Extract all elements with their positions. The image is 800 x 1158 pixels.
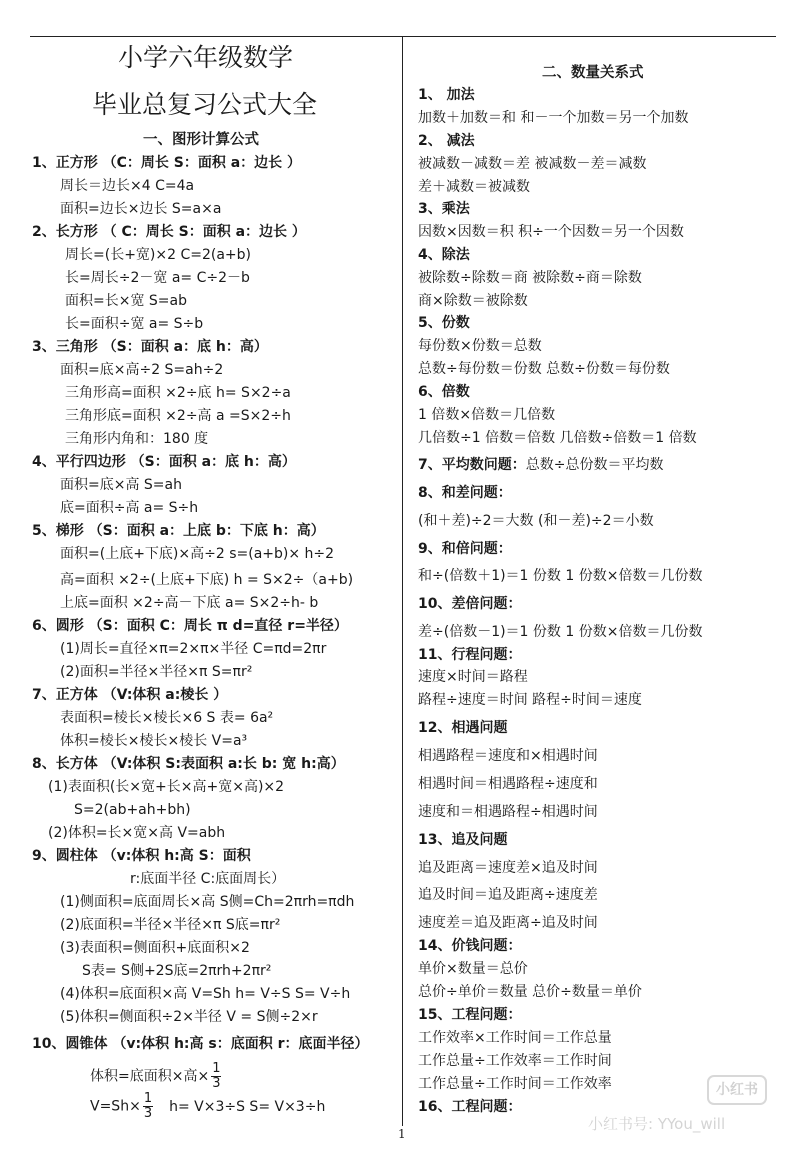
right-line: 加数＋加数＝和 和－一个加数＝另一个加数 bbox=[418, 110, 689, 126]
left-line: V=Sh× bbox=[90, 1098, 141, 1115]
right-line: 11、行程问题： bbox=[418, 647, 522, 663]
right-line: 速度和＝相遇路程÷相遇时间 bbox=[418, 804, 598, 820]
right-line: 工作效率×工作时间＝工作总量 bbox=[418, 1030, 612, 1046]
right-line: 工作总量÷工作效率＝工作时间 bbox=[418, 1053, 612, 1069]
right-section-heading: 二、数量关系式 bbox=[542, 65, 644, 81]
page-number: 1 bbox=[398, 1127, 406, 1141]
left-line: 长=面积÷宽 a= S÷b bbox=[65, 316, 204, 332]
left-line: 三角形内角和：180 度 bbox=[65, 431, 209, 447]
right-line: 2、 减法 bbox=[418, 133, 475, 149]
doc-title-line2: 毕业总复习公式大全 bbox=[92, 90, 318, 119]
left-line: 底=面积÷高 a= S÷h bbox=[60, 500, 199, 516]
left-line: 面积=底×高÷2 S=ah÷2 bbox=[60, 362, 224, 378]
left-line: 三角形底=面积 ×2÷高 a =S×2÷h bbox=[65, 408, 291, 424]
fraction-numerator: 1 bbox=[143, 1091, 153, 1106]
right-line: 被减数－减数＝差 被减数－差＝减数 bbox=[418, 156, 647, 172]
left-line: S表= S侧+2S底=2πrh+2πr² bbox=[82, 963, 272, 979]
right-line: 9、和倍问题： bbox=[418, 541, 512, 557]
right-line: 每份数×份数＝总数 bbox=[418, 338, 542, 354]
left-line: 8、长方体 （V:体积 S:表面积 a:长 b: 宽 h:高） bbox=[32, 756, 345, 772]
left-line: S=2(ab+ah+bh) bbox=[74, 802, 191, 818]
right-line: 追及时间＝追及距离÷速度差 bbox=[418, 887, 598, 903]
column-divider bbox=[402, 36, 403, 1126]
right-line: 相遇时间＝相遇路程÷速度和 bbox=[418, 776, 598, 792]
doc-title-line1: 小学六年级数学 bbox=[118, 43, 294, 72]
left-line: (3)表面积=侧面积+底面积×2 bbox=[60, 940, 250, 956]
fraction-one-third bbox=[143, 1092, 153, 1121]
left-line: 9、圆柱体 （v:体积 h:高 S：面积 bbox=[32, 848, 251, 864]
left-line: 体积=底面积×高× bbox=[90, 1068, 210, 1085]
left-line: 1、正方形 （C：周长 S：面积 a：边长 ） bbox=[32, 155, 302, 171]
right-line: 商×除数＝被除数 bbox=[418, 293, 528, 309]
right-line: 总数÷总份数＝平均数 bbox=[525, 457, 664, 473]
right-line: 5、份数 bbox=[418, 315, 470, 331]
left-line: 面积=(上底+下底)×高÷2 s=(a+b)× h÷2 bbox=[60, 546, 335, 562]
left-line: 面积=底×高 S=ah bbox=[60, 477, 182, 493]
left-line: 5、梯形 （S：面积 a：上底 b：下底 h：高） bbox=[32, 523, 325, 539]
left-line: h= V×3÷S S= V×3÷h bbox=[169, 1098, 326, 1115]
right-line: 差＋减数＝被减数 bbox=[418, 179, 530, 195]
right-line: 6、倍数 bbox=[418, 384, 470, 400]
right-line: 差÷(倍数－1)＝1 份数 1 份数×倍数＝几份数 bbox=[418, 624, 703, 640]
right-line: 速度差＝追及距离÷追及时间 bbox=[418, 915, 598, 931]
right-line: (和＋差)÷2＝大数 (和－差)÷2＝小数 bbox=[418, 513, 654, 529]
left-line: (1)表面积(长×宽+长×高+宽×高)×2 bbox=[48, 779, 285, 795]
left-line: (5)体积=侧面积÷2×半径 V = S侧÷2×r bbox=[60, 1009, 318, 1025]
right-line: 13、追及问题 bbox=[418, 832, 508, 848]
right-line: 3、乘法 bbox=[418, 201, 470, 217]
left-line: 长=周长÷2－宽 a= C÷2－b bbox=[65, 270, 250, 286]
left-line: 周长＝边长×4 C=4a bbox=[60, 178, 195, 194]
right-line: 14、价钱问题： bbox=[418, 938, 522, 954]
left-section-heading: 一、图形计算公式 bbox=[143, 132, 259, 148]
right-line: 7、平均数问题： bbox=[418, 457, 526, 473]
fraction-denominator: 3 bbox=[212, 1076, 221, 1091]
right-line: 路程÷速度＝时间 路程÷时间＝速度 bbox=[418, 692, 642, 708]
right-line: 单价×数量＝总价 bbox=[418, 961, 528, 977]
right-line: 追及距离＝速度差×追及时间 bbox=[418, 860, 598, 876]
right-line: 1 倍数×倍数＝几倍数 bbox=[418, 407, 556, 423]
left-line: 面积=长×宽 S=ab bbox=[65, 293, 187, 309]
right-line: 总数÷每份数＝份数 总数÷份数＝每份数 bbox=[418, 361, 670, 377]
left-line: 周长=(长+宽)×2 C=2(a+b) bbox=[65, 247, 252, 263]
cone-volume-symbolic bbox=[90, 1092, 325, 1121]
left-line: (2)面积=半径×半径×π S=πr² bbox=[60, 664, 253, 680]
left-line: 面积=边长×边长 S=a×a bbox=[60, 201, 222, 217]
fraction-denominator: 3 bbox=[143, 1106, 153, 1121]
average-problem-line bbox=[418, 456, 663, 474]
left-line: 4、平行四边形 （S：面积 a：底 h：高） bbox=[32, 454, 296, 470]
left-line: 7、正方体 （V:体积 a:棱长 ） bbox=[32, 687, 228, 703]
top-rule bbox=[30, 36, 776, 37]
left-line: (1)侧面积=底面周长×高 S侧=Ch=2πrh=πdh bbox=[60, 894, 355, 910]
right-line: 总价÷单价＝数量 总价÷数量＝单价 bbox=[418, 984, 642, 1000]
right-line: 10、差倍问题： bbox=[418, 596, 522, 612]
right-line: 和÷(倍数＋1)＝1 份数 1 份数×倍数＝几份数 bbox=[418, 568, 703, 584]
watermark-text: 小红书号: YYou_will bbox=[588, 1115, 726, 1133]
watermark-logo: 小红书 bbox=[707, 1075, 767, 1105]
left-line: 2、长方形 （ C：周长 S：面积 a：边长 ） bbox=[32, 224, 306, 240]
left-line: 6、圆形 （S：面积 C：周长 π d=直径 r=半径） bbox=[32, 618, 348, 634]
left-line: 3、三角形 （S：面积 a：底 h：高） bbox=[32, 339, 268, 355]
right-line: 速度×时间＝路程 bbox=[418, 669, 528, 685]
right-line: 12、相遇问题 bbox=[418, 720, 508, 736]
right-line: 1、 加法 bbox=[418, 87, 475, 103]
left-line: (2)体积=长×宽×高 V=abh bbox=[48, 825, 226, 841]
left-line: 三角形高=面积 ×2÷底 h= S×2÷a bbox=[65, 385, 291, 401]
left-line: 体积=棱长×棱长×棱长 V=a³ bbox=[60, 733, 248, 749]
right-line: 几倍数÷1 倍数＝倍数 几倍数÷倍数＝1 倍数 bbox=[418, 430, 697, 446]
right-line: 15、工程问题： bbox=[418, 1007, 522, 1023]
right-line: 4、除法 bbox=[418, 247, 470, 263]
fraction-one-third bbox=[211, 1062, 221, 1091]
left-line: 高=面积 ×2÷(上底+下底) h = S×2÷（a+b) bbox=[60, 572, 354, 588]
right-line: 16、工程问题： bbox=[418, 1099, 522, 1115]
left-line: 上底=面积 ×2÷高－下底 a= S×2÷h- b bbox=[60, 595, 319, 611]
cone-volume-formula bbox=[90, 1062, 223, 1091]
right-line: 相遇路程＝速度和×相遇时间 bbox=[418, 748, 598, 764]
left-line: (1)周长=直径×π=2×π×半径 C=πd=2πr bbox=[60, 641, 327, 657]
fraction-numerator: 1 bbox=[212, 1061, 221, 1076]
right-line: 工作总量÷工作时间＝工作效率 bbox=[418, 1076, 612, 1092]
right-line: 因数×因数＝积 积÷一个因数＝另一个因数 bbox=[418, 224, 684, 240]
right-line: 8、和差问题： bbox=[418, 485, 512, 501]
left-line: (4)体积=底面积×高 V=Sh h= V÷S S= V÷h bbox=[60, 986, 351, 1002]
left-line: r:底面半径 C:底面周长） bbox=[130, 871, 286, 887]
left-line: 10、圆锥体 （v:体积 h:高 s：底面积 r：底面半径） bbox=[32, 1036, 369, 1052]
left-line: 表面积=棱长×棱长×6 S 表= 6a² bbox=[60, 710, 274, 726]
left-line: (2)底面积=半径×半径×π S底=πr² bbox=[60, 917, 281, 933]
right-line: 被除数÷除数＝商 被除数÷商＝除数 bbox=[418, 270, 642, 286]
